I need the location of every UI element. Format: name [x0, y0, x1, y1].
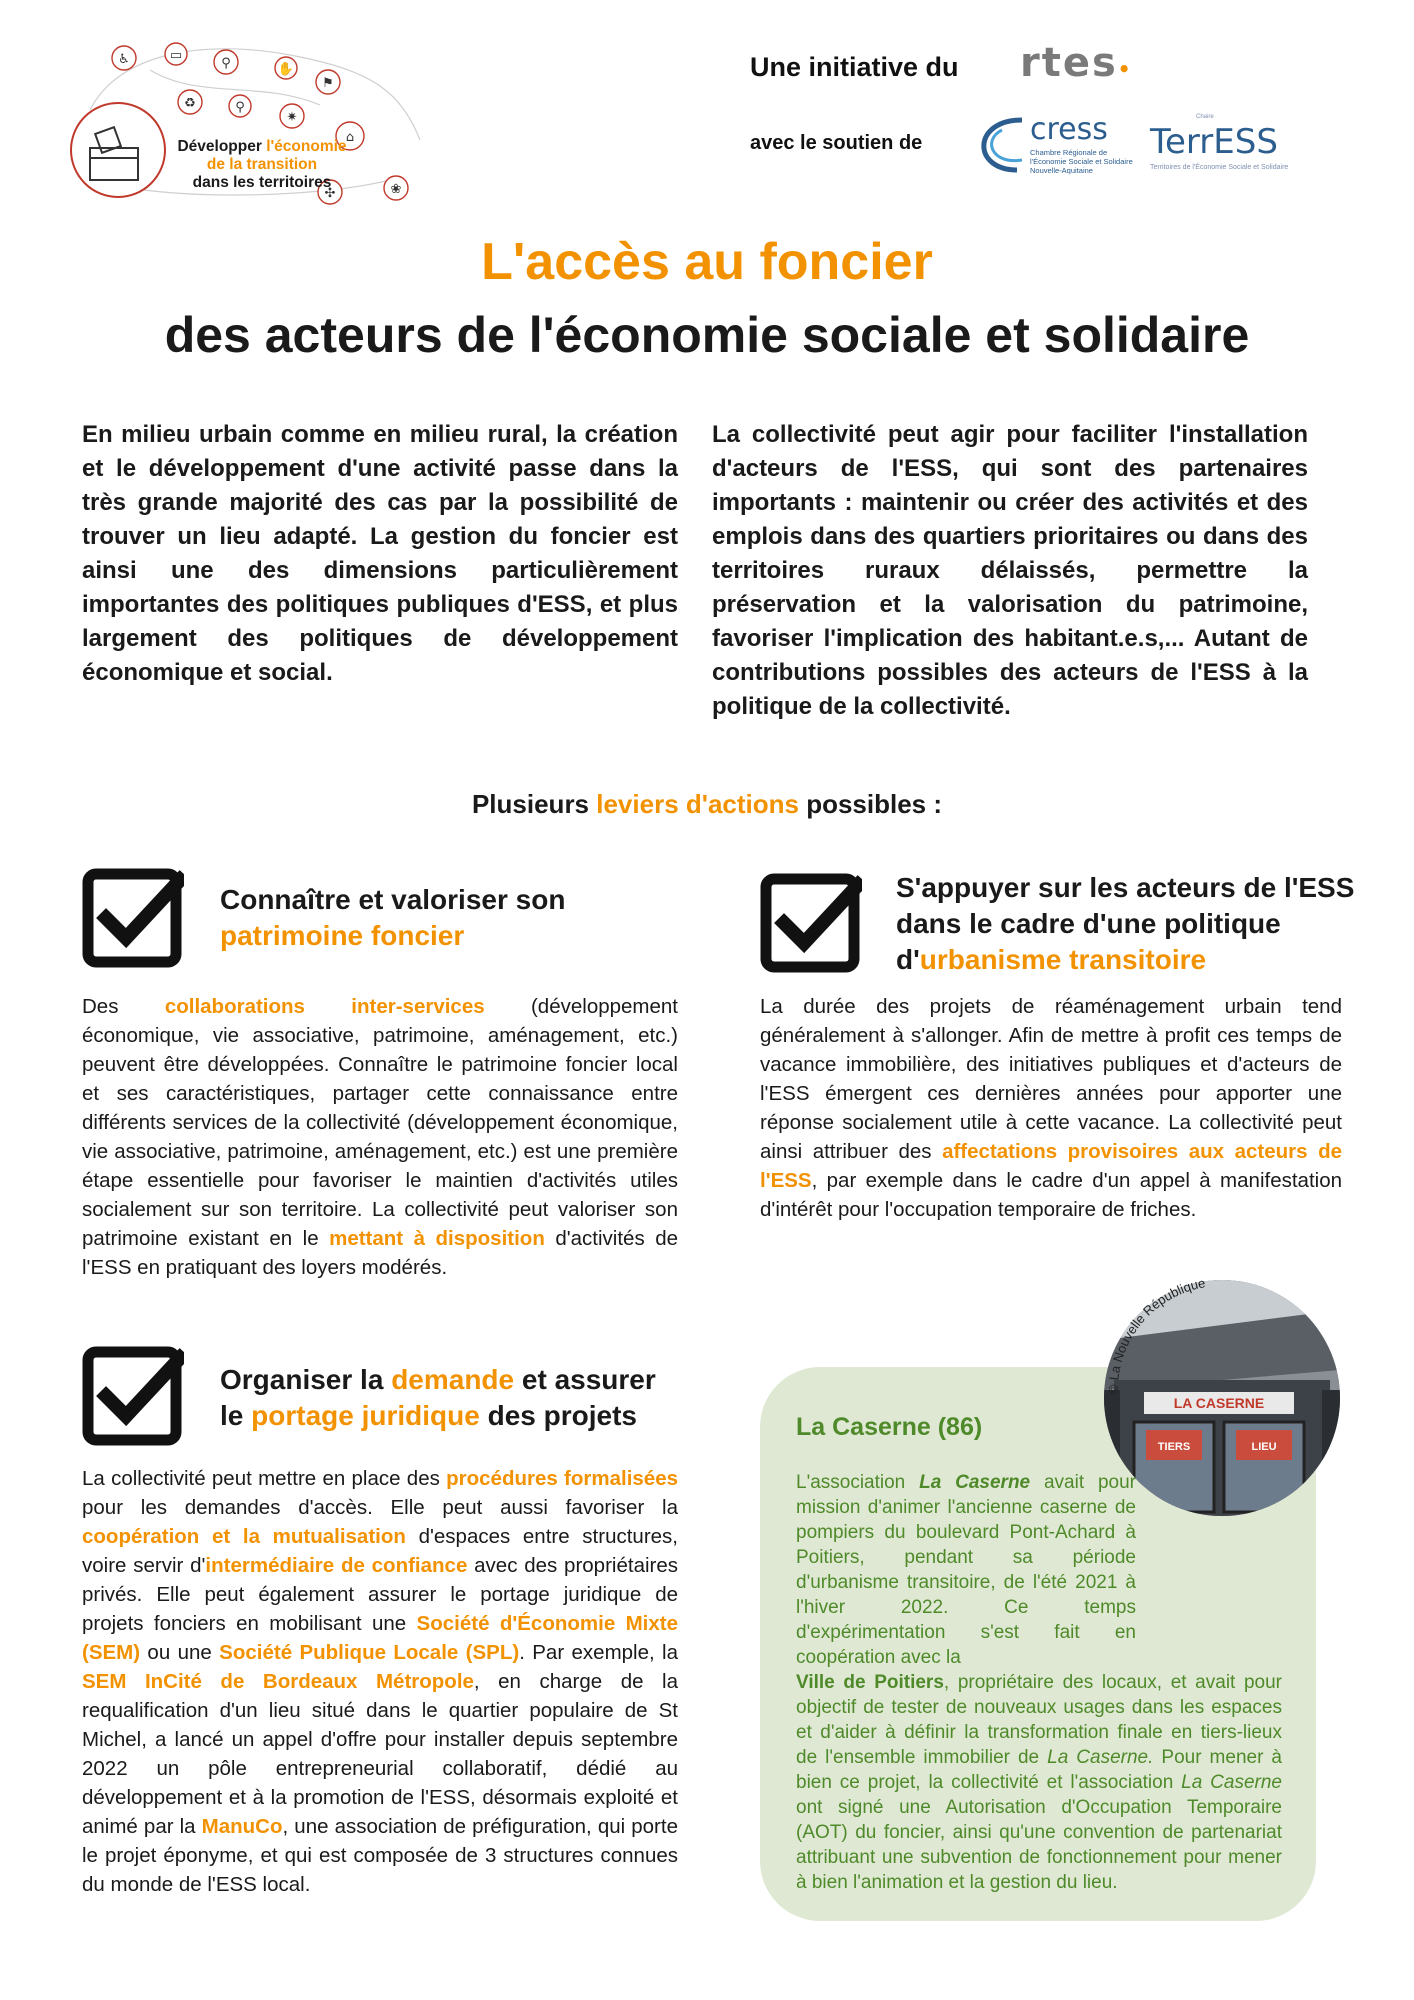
lever1-highlight: mettant à disposition — [329, 1227, 545, 1250]
photo-window-text: LIEU — [1251, 1441, 1277, 1453]
case-study-text: Pour mener à bien ce projet, la collectivité et l'association — [796, 1747, 1282, 1793]
levers-heading-end: possibles : — [798, 789, 943, 819]
photo-window-text: TIERS — [1157, 1441, 1191, 1453]
lever2-body — [760, 992, 1342, 1224]
intro-right-paragraph: La collectivité peut agir pour faciliter l'installation d'acteurs de l'ESS, qui sont des partenaires importants : maintenir ou créer des activités et des emplois dans des quartiers prioritaires ou dans des territoires ruraux délaissés, permettre la préservation et la valorisation du patrimoine, favoriser l'implication des habitant.e.s,... Autant de contributions possibles des acteurs de l'ESS à la politique de la collectivité. — [712, 421, 1308, 720]
checkbox-checked-icon — [82, 1346, 184, 1448]
lever3-title-highlight: demande — [391, 1364, 515, 1395]
lever2-text: , par exemple dans le cadre d'un appel à manifestation d'intérêt pour l'occupation temporaire de friches. — [760, 1169, 1342, 1221]
levers-heading — [0, 789, 1414, 820]
svg-text:✷: ✷ — [286, 110, 298, 125]
levers-heading-highlight: leviers d'actions — [596, 789, 799, 819]
lever1-text: d'activités de l'ESS en pratiquant des loyers modérés. — [82, 1227, 678, 1279]
svg-text:⌂: ⌂ — [345, 130, 355, 145]
lever1-title-line2: patrimoine foncier — [220, 920, 465, 951]
lever3-highlight: Société d'Économie Mixte (SEM) — [82, 1612, 679, 1664]
terress-chair-label: Chaire — [1196, 114, 1214, 120]
rtes-logo: rtes• — [1020, 40, 1133, 86]
lever3-text: , en charge de la requalification d'un lieu situé dans le quartier populaire de St Michel, a lancé un appel d'offre pour installer depuis septembre 2022 un pôle entrepreneurial collaboratif, dédié au développement et à la promotion de l'ESS, désormais exploité et animé par la — [82, 1670, 678, 1838]
logo-caption-line2: de la transition — [206, 156, 318, 173]
cress-logo-subtitle: Chambre Régionale de l'Économie Sociale et Solidaire Nouvelle-Aquitaine — [1030, 148, 1133, 175]
case-study-italic: La Caserne. — [1047, 1747, 1154, 1768]
lever2-title-line1: S'appuyer sur les acteurs de l'ESS — [896, 872, 1355, 903]
checkbox-checked-icon — [760, 873, 862, 975]
lever1-title — [220, 882, 640, 954]
lever3-highlight: SEM InCité de Bordeaux Métropole — [82, 1670, 474, 1693]
lever1-title-line1: Connaître et valoriser son — [220, 884, 566, 915]
case-study-title: La Caserne (86) — [796, 1413, 983, 1441]
svg-text:✣: ✣ — [324, 186, 336, 201]
logo-caption-line1-highlight: l'économie — [266, 138, 347, 155]
rtes-logo-text: rtes — [1020, 40, 1118, 86]
svg-text:❀: ❀ — [390, 182, 402, 197]
case-study-text: , propriétaire des locaux, et avait pour objectif de tester de nouveaux usages dans les espaces et d'aider à définir la transformation finale en tiers-lieux de l'ensemble immobilier de — [796, 1672, 1282, 1768]
lever1-body — [82, 992, 678, 1282]
terress-logo-text: TerrESS — [1150, 122, 1278, 162]
lever3-title-text: Organiser la — [220, 1364, 392, 1395]
lever3-text: La collectivité peut mettre en place des — [82, 1467, 447, 1490]
lever2-text: La durée des projets de réaménagement urbain tend généralement à s'allonger. Afin de mettre à profit ces temps de vacance immobilière, des initiatives publiques et d'acteurs de l'ESS émergent ces dernières années pour apporter une réponse socialement utile à cette vacance. La collectivité peut ainsi attribuer des — [760, 995, 1342, 1163]
lever3-title-text: et assurer — [514, 1364, 656, 1395]
lever3-text: , une association de préfiguration, qui porte le projet éponyme, et qui est composée de 3 structures connues du monde de l'ESS local. — [82, 1815, 678, 1896]
intro-left-paragraph: En milieu urbain comme en milieu rural, la création et le développement d'une activité passe dans la très grande majorité des cas par la possibilité de trouver un lieu adapté. La gestion du foncier est ainsi une des dimensions particulièrement importantes des politiques publiques d'ESS, et plus largement des politiques de développement économique et social. — [82, 421, 678, 686]
case-study-body — [796, 1470, 1282, 1895]
svg-text:▭: ▭ — [169, 48, 183, 63]
lever3-body — [82, 1464, 678, 1899]
project-logo — [60, 30, 440, 210]
svg-text:⚑: ⚑ — [322, 76, 334, 91]
lever1-highlight: collaborations inter-services — [164, 995, 485, 1018]
lever2-highlight: affectations provisoires aux acteurs de l'ESS — [760, 1140, 1342, 1192]
support-label: avec le soutien de — [750, 132, 923, 154]
lever2-title — [896, 870, 1356, 978]
photo-credit-text: © La Nouvelle République — [1105, 1275, 1207, 1395]
logo-caption-line1: Développer — [177, 138, 267, 155]
case-study-text: ont signé une Autorisation d'Occupation Temporaire (AOT) du foncier, ainsi qu'une convention de partenariat attribuant une subvention de fonctionnement pour mener à bien l'animation et la gestion du lieu. — [796, 1797, 1282, 1893]
lever1-text: (développement économique, vie associative, patrimoine, aménagement, etc.) peuvent être développées. Connaître le patrimoine foncier local et ses caractéristiques, partager cette connaissance entre différents services de la collectivité (développement économique, vie associative, patrimoine, aménagement, etc.) est une première étape essentielle pour favoriser le maintien d'activités utiles socialement sur son territoire. La collectivité peut valoriser son patrimoine existant en le — [82, 995, 678, 1250]
case-study-text: L'association — [796, 1472, 920, 1493]
levers-heading-text: Plusieurs — [471, 789, 597, 819]
lever2-title-line2: dans le cadre d'une politique — [896, 908, 1281, 939]
svg-text:♻: ♻ — [184, 96, 196, 111]
page-title-line1: L'accès au foncier — [481, 233, 933, 291]
lever3-text: avec des propriétaires privés. Elle peut également assurer le portage juridique de projets fonciers en mobilisant une — [82, 1554, 678, 1635]
lever3-title-text: le — [220, 1400, 252, 1431]
terress-logo-subtitle: Territoires de l'Économie Sociale et Solidaire — [1150, 164, 1289, 171]
lever3-text: ou une — [140, 1641, 220, 1664]
logo-caption-line3: dans les territoires — [192, 174, 332, 191]
page-title-line2: des acteurs de l'économie sociale et solidaire — [164, 307, 1250, 363]
lever3-title-highlight: portage juridique — [251, 1400, 480, 1431]
svg-text:⚲: ⚲ — [235, 100, 245, 115]
lever3-text: d'espaces entre structures, voire servir d' — [82, 1525, 678, 1577]
lever3-highlight: Société Publique Locale (SPL) — [219, 1641, 520, 1664]
lever2-title-line3: d' — [896, 944, 920, 975]
logo-caption — [162, 138, 362, 192]
lever1-text: Des — [82, 995, 165, 1018]
cress-logo-text: cress — [1030, 112, 1108, 147]
lever3-highlight: ManuCo — [201, 1815, 283, 1838]
lever3-text: . Par exemple, la — [519, 1641, 679, 1664]
checkbox-checked-icon — [82, 868, 184, 970]
lever3-title-text: des projets — [479, 1400, 637, 1431]
case-study-italic: La Caserne — [919, 1472, 1031, 1493]
lever2-title-highlight: urbanisme transitoire — [919, 944, 1207, 975]
lever3-highlight: procédures formalisées — [446, 1467, 678, 1490]
svg-text:♿: ♿ — [118, 52, 130, 67]
lever3-text: pour les demandes d'accès. Elle peut aussi favoriser la — [82, 1496, 678, 1519]
initiative-label: Une initiative du — [750, 52, 959, 82]
svg-text:⚲: ⚲ — [221, 56, 231, 71]
lever3-highlight: intermédiaire de confiance — [205, 1554, 468, 1577]
case-study-italic: La Caserne — [1181, 1772, 1282, 1793]
svg-text:© La Nouvelle République — [1106, 1275, 1207, 1394]
lever3-highlight: coopération et la mutualisation — [82, 1525, 406, 1548]
svg-text:✋: ✋ — [277, 62, 295, 77]
photo-sign-text: LA CASERNE — [1173, 1395, 1265, 1411]
lever3-title — [220, 1362, 680, 1434]
case-study-bold: Ville de Poitiers — [796, 1672, 944, 1693]
case-study-text: avait pour mission d'animer l'ancienne caserne de pompiers du boulevard Pont-Achard à Poitiers, pendant sa période d'urbanisme transitoire, de l'été 2021 à l'hiver 2022. Ce temps d'expérimentation s'est fait en coopération avec la — [796, 1472, 1136, 1668]
